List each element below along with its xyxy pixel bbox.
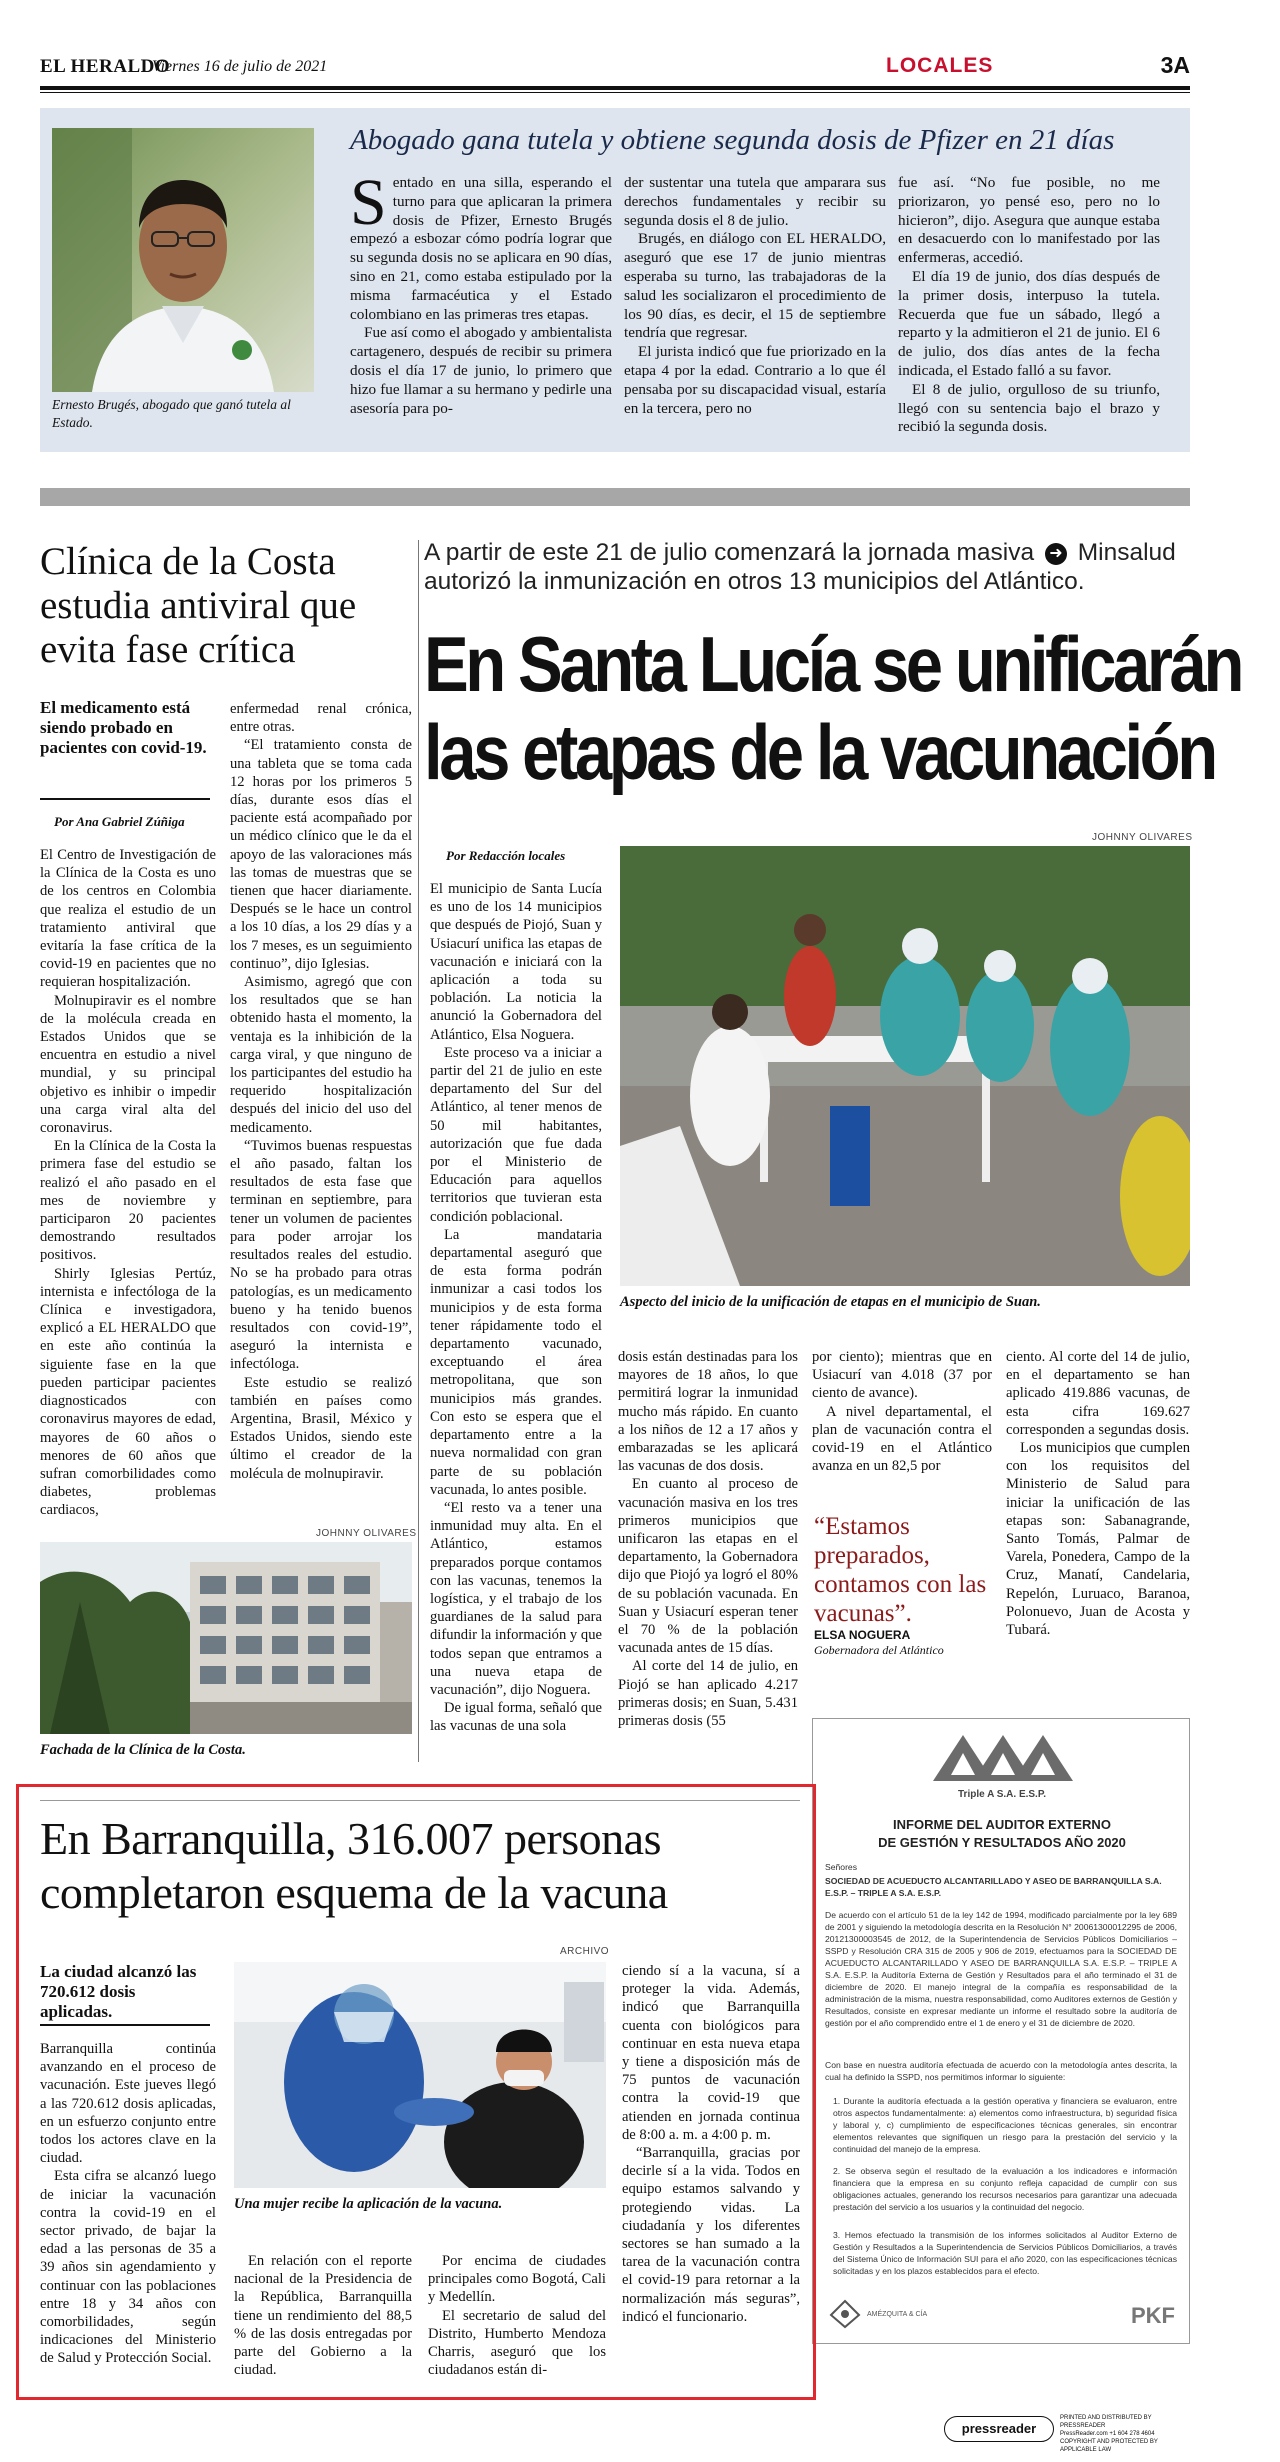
tutela-column-2 (624, 174, 886, 418)
lucia-headline (424, 620, 1241, 796)
drop-cap: S (350, 166, 387, 239)
ad-paragraph: Con base en nuestra auditoría efectuada de acuerdo con la metodología antes descrita, la cual ha definido la SSPD, nos permitimos informar lo siguiente: (825, 2060, 1177, 2082)
paragraph: “Barranquilla, gracias por decirle sí a la vida. Todos en equipo estamos salvando y protegiendo vidas. La ciudadanía y los diferentes sectores se han sumado a la tarea de la vacunación contra el covid-19 para retornar a la normalización más seguras”, indicó el funcionario. (622, 2145, 800, 2325)
pressreader-logo[interactable] (944, 2416, 1054, 2442)
barranquilla-column-2 (234, 2252, 412, 2379)
lucia-photo-caption: Aspecto del inicio de la unificación de etapas en el municipio de Suan. (620, 1294, 1041, 1310)
ad-item: 1. Durante la auditoría efectuada a la gestión operativa y financiera se evaluaron, entre otros aspectos fundamentalmente: a) elementos como infraestructura, b) seguridad física y laboral y, c) cumplimiento de especificaciones técnicas generales, sin encontrar elementos relevantes que signifiquen un riesgo para la prestación del servicio y la continuidad del manejo de la empresa. (833, 2096, 1177, 2154)
tutela-column-1 (350, 166, 612, 418)
fine-print-line: PRINTED AND DISTRIBUTED BY PRESSREADER (1060, 2415, 1152, 2429)
paragraph: dosis están destinadas para los mayores de 18 años, lo que permitirá lograr la inmunidad mucho más rápido. En cuanto a los niños de 12 a 17 años y embarazadas se les aplicará las vacunas de dos dosis. (618, 1349, 798, 1475)
paragraph: ciento. Al corte del 14 de julio, en el departamento se han aplicado 419.886 vacunas, de esta cifra 169.627 corresponden a segundas dosis. (1006, 1349, 1190, 1438)
section-divider (40, 488, 1190, 506)
paragraph: Asimismo, agregó que con los resultados que se han obtenido hasta el momento, la ventaja es la inhibición de la carga viral, y que ninguno de los participantes del estudio ha requerido hospitalización después del inicio del uso del medicamento. (230, 974, 412, 1136)
paragraph: Este proceso va a iniciar a partir del 21 de julio en este departamento del Sur del Atlántico, al tener menos de 50 mil habitantes, autorización que fue dada por el Ministerio de Educación para aquellos territorios que tuvieran esta condición poblacional. (430, 1044, 602, 1225)
amezquita-text: AMÉZQUITA & CÍA (867, 2311, 928, 2318)
paragraph: por ciento); mientras que en Usiacurí van 4.018 (37 por ciento de avance). (812, 1349, 992, 1402)
headline-line-1: En Santa Lucía se unificarán (424, 620, 1241, 708)
paragraph: Fue así como el abogado y ambientalista cartagenero, después de recibir su primera dosis el día 17 de junio, lo primero que hizo fue llamar a su hermano y pedirle una asesoría para po- (350, 324, 612, 417)
paragraph: enfermedad renal crónica, entre otras. (230, 701, 412, 736)
deck-rule (40, 2024, 210, 2026)
newspaper-name: EL HERALDO (40, 56, 171, 77)
triple-a-logo (923, 1731, 1083, 1785)
photo-credit: JOHNNY OLIVARES (316, 1528, 417, 1539)
clinica-column-2 (230, 700, 412, 1483)
barranquilla-photo (234, 1962, 606, 2188)
tutela-headline: Abogado gana tutela y obtiene segunda dosis de Pfizer en 21 días (350, 124, 1115, 156)
paragraph: En cuanto al proceso de vacunación masiva en los tres primeros municipios que unificaron las etapas en el departamento, la Gobernadora dijo que Piojó ya logró el 80% de su población vacunada. En Suan y Usiacurí esperan tener el 70 % de la población vacunada antes de 15 días. (618, 1476, 798, 1657)
ad-item: 3. Hemos efectuado la transmisión de los informes solicitados al Auditor Externo de Gestión y Resultados a la Superintendencia de Servicios Públicos Domiciliarios, a través del Sistema Único de Información SUI para el año 2020, con las especificaciones técnicas solicitadas y en los plazos establecidos para el efecto. (833, 2230, 1177, 2276)
fine-print-line: COPYRIGHT AND PROTECTED BY APPLICABLE LAW (1060, 2439, 1158, 2453)
kicker-text-b: Minsalud autorizó la inmunización en otros 13 municipios del Atlántico. (424, 539, 1176, 595)
ad-paragraph: De acuerdo con el artículo 51 de la ley 142 de 1994, modificado parcialmente por la ley 689 de 2001 y siguiendo la metodología descrita en la Resolución N° 20061300012295 de 2006, 20121300003545 de 2012, de la Superintendencia de Servicios Públicos Domiciliarios – SSPD y Resolución CRA 315 de 2005 y 906 de 2019, efectuamos para la SOCIEDAD DE ACUEDUCTO ALCANTARILLADO Y ASEO DE BARRANQUILLA S.A. E.S.P. – TRIPLE A S.A. E.S.P. la Auditoría Externa de Gestión y Resultados para el año terminado el 31 de diciembre de 2020. El manejo integral de la compañía es responsabilidad de la administración de la misma, nuestra responsabilidad, como Auditores externos de Gestión y Resultados, consiste en expresar mediante un informe el resultado sobre la auditoría de gestión por el año comprendido entre el 1 de enero y el 31 de diciembre de 2020. (825, 1910, 1177, 2028)
lucia-column-3 (812, 1348, 992, 1475)
header-rule-thin (40, 92, 1190, 93)
byline-prefix: Por (446, 848, 466, 863)
paragraph: De igual forma, señaló que las vacunas de una sola (430, 1700, 602, 1735)
barranquilla-photo-caption: Una mujer recibe la aplicación de la vacuna. (234, 2196, 503, 2212)
kicker-text-a: A partir de este 21 de julio comenzará la jornada masiva (424, 539, 1035, 566)
paragraph: Barranquilla continúa avanzando en el proceso de vacunación. Este jueves llegó a las 720.612 dosis aplicadas, en un esfuerzo conjunto entre todos los actores clave en la ciudad. (40, 2041, 216, 2167)
paragraph: El municipio de Santa Lucía es uno de los 14 municipios que después de Piojó, Suan y Usiacurí unifica las etapas de vacunación e iniciará con la aplicación a toda su población. La noticia la anunció la Gobernadora del Atlántico, Elsa Noguera. (430, 881, 602, 1043)
pkf-logo: PKF (1131, 2303, 1175, 2328)
byline-author: Ana Gabriel Zúñiga (76, 814, 185, 829)
clinica-deck: El medicamento está siendo probado en pacientes con covid-19. (40, 698, 207, 757)
section-name: LOCALES (886, 54, 994, 77)
pressreader-label: pressreader (961, 2421, 1037, 2436)
amezquita-logo (825, 2299, 865, 2329)
barranquilla-deck: La ciudad alcanzó las 720.612 dosis aplicadas. (40, 1962, 197, 2021)
paragraph: “Tuvimos buenas respuestas el año pasado, faltan los resultados de esta fase que terminan en septiembre, para tener un volumen de pacientes para poder arrojar los resultados reales del estudio. No se ha probado para otras patologías, es un medicamento bueno y ha tenido buenos resultados con covid-19”, aseguró la internista e infectóloga. (230, 1137, 412, 1373)
paragraph: “El tratamiento consta de una tableta que se toma cada 12 horas por los primeros 5 días, durante esos días el paciente está acompañado por un médico clínico que le da el apoyo de las valoraciones más las tomas de muestras que se tienen que hacer diariamente. Después se le hace un control a los 10 días, a los 29 días y a los 7 meses, es un seguimiento continuo”, dijo Iglesias. (230, 737, 412, 972)
paragraph: Shirly Iglesias Pertúz, internista e infectóloga de la Clínica e investigadora, explicó a EL HERALDO que en este año continúa la siguiente fase en la que pueden participar pacientes diagnosticados con coronavirus mayores de edad, mayores de 60 años o menores de 60 años que sufran comorbilidades como diabetes, problemas cardiacos, (40, 1265, 216, 1519)
paragraph: Este estudio se realizó también en países como Argentina, Brasil, México y Estados Unidos, siendo este último el creador de la molécula de molnupiravir. (230, 1374, 412, 1482)
barranquilla-column-3 (428, 2252, 606, 2379)
paragraph: ciendo sí a la vacuna, sí a proteger la vida. Además, indicó que Barranquilla cuenta con biológicos para continuar en esta nueva etapa y tiene a disposición más de 75 puntos de vacunación contra la covid-19 que atienden en jornada continua de 8:00 a. m. a 4:00 p. m. (622, 1963, 800, 2143)
paragraph: El 8 de julio, orgulloso de su triunfo, llegó con su sentencia bajo el brazo y recibió la segunda dosis. (898, 380, 1160, 436)
page-number: 3A (1160, 52, 1190, 78)
paragraph: der sustentar una tutela que amparara sus derechos fundamentales y recibir su segunda dosis el 8 de julio. (624, 174, 886, 229)
issue-date: Viernes 16 de julio de 2021 (152, 58, 328, 75)
header-rule (40, 86, 1190, 90)
lucia-kicker (424, 538, 1194, 596)
paragraph: Brugés, en diálogo con EL HERALDO, aseguró que ese 17 de junio mientras esperaba su turno, las trabajadoras de la salud les socializaron el procedimiento de los 90 días, es decir, el 15 de septiembre tendría que regresar. (624, 230, 886, 342)
clinica-byline (54, 814, 185, 830)
ad-item: 2. Se observa según el resultado de la evaluación a los indicadores e información financiera que la empresa en su conjunto refleja capacidad de cumplir con sus obligaciones actuales, generando los recursos necesarios para garantizar una adecuada prestación del servicio a los usuarios y la continuidad del negocio. (833, 2166, 1177, 2212)
clinica-photo-caption: Fachada de la Clínica de la Costa. (40, 1742, 246, 1758)
barranquilla-headline: En Barranquilla, 316.007 personas completaron esquema de la vacuna (40, 1813, 668, 1918)
lucia-column-1 (430, 880, 602, 1736)
paragraph: A nivel departamental, el plan de vacunación contra el covid-19 en el Atlántico avanza en un 82,5 por (812, 1403, 992, 1475)
quote-author-role: Gobernadora del Atlántico (814, 1643, 944, 1657)
lucia-photo (620, 846, 1190, 1286)
ad-salutation: Señores (825, 1862, 858, 1872)
paragraph: Por encima de ciudades principales como Bogotá, Cali y Medellín. (428, 2253, 606, 2306)
story-top-rule (40, 1800, 800, 1801)
paragraph: En relación con el reporte nacional de la Presidencia de la República, Barranquilla tiene un rendimiento del 88,5 % de las dosis entregadas por parte del Gobierno a la ciudad. (234, 2253, 412, 2379)
paragraph: El día 19 de junio, dos días después de la primer dosis, interpuso la tutela. Recuerda que fue un sábado, llegó a reparto y la admitieron el 21 de junio. El 6 de julio, dos días antes de la fecha indicada, el Estado falló a su favor. (898, 267, 1160, 379)
paragraph: La mandataria departamental aseguró que de esta forma podrán inmunizar a casi todos los municipios y de esta forma tener rápidamente todo el departamento vacunado, exceptuando el área metropolitana, que son municipios más grandes. Con esto se espera que el departamento entre a la nueva normalidad con gran parte de su población vacunada, lo antes posible. (430, 1226, 602, 1498)
paragraph: En la Clínica de la Costa la primera fase del estudio se realizó el año pasado en el mes de noviembre y participaron 20 pacientes demostrando resultados positivos. (40, 1138, 216, 1264)
ad-title-2: DE GESTIÓN Y RESULTADOS AÑO 2020 (878, 1835, 1126, 1850)
tutela-photo-caption: Ernesto Brugés, abogado que ganó tutela al Estado. (52, 397, 291, 430)
paragraph: Al corte del 14 de julio, en Piojó se han aplicado 4.217 primeras dosis; en Suan, 5.431 primeras dosis (55 (618, 1658, 798, 1730)
ad-title-1: INFORME DEL AUDITOR EXTERNO (893, 1817, 1111, 1832)
auditor-report-ad (812, 1718, 1190, 2344)
byline-author: Redacción locales (468, 848, 566, 863)
footer-fine-print (1060, 2414, 1190, 2454)
paragraph: entado en una silla, esperando el turno para que aplicaran la primera dosis de Pfizer, Ernesto Brugés empezó a esbozar cómo podría lograr que su segunda dosis no se aplicara en 90 días, sino en 21, como estaba estipulado por la misma farmacéutica y el Estado colombiano en las primeras tres etapas. (350, 174, 612, 323)
headline-line-2: las etapas de la vacunación (424, 708, 1215, 796)
tutela-column-3 (898, 174, 1160, 437)
barranquilla-column-1 (40, 2040, 216, 2368)
column-divider (418, 540, 419, 1762)
byline-prefix: Por (54, 814, 74, 829)
clinica-column-1 (40, 846, 216, 1520)
deck-rule (40, 798, 210, 800)
pull-quote: “Estamos preparados, contamos con las vacunas”. (814, 1513, 987, 1627)
lucia-column-4 (1006, 1348, 1190, 1639)
photo-credit: JOHNNY OLIVARES (1092, 832, 1193, 843)
barranquilla-column-4 (622, 1962, 800, 2326)
paragraph: “El resto va a tener una inmunidad muy alta. En el Atlántico, estamos preparados porque contamos con las vacunas, tenemos la logística, y el trabajo de los guardianes de la salud para difundir la información y que todos sepan que entramos a una nueva etapa de vacunación”, dijo Noguera. (430, 1499, 602, 1698)
clinica-photo (40, 1542, 412, 1734)
paragraph: fue así. “No fue posible, no me priorizaron, yo pensé eso, pero no lo hicieron”, dijo. Asegura que aunque estaba en desacuerdo con lo manifestado por las enfermeras, accedió. (898, 174, 1160, 267)
photo-credit: ARCHIVO (560, 1946, 610, 1957)
quote-author: ELSA NOGUERA (814, 1628, 911, 1642)
lucia-byline (446, 848, 565, 864)
paragraph: El jurista indicó que fue priorizado en la etapa 4 por la edad. Contrario a lo que él pensaba por su discapacidad visual, estaría en la tercera, pero no (624, 343, 886, 417)
clinica-headline: Clínica de la Costa estudia antiviral que evita fase crítica (40, 540, 357, 671)
ad-logo-text: Triple A S.A. E.S.P. (958, 1789, 1046, 1800)
tutela-photo (52, 128, 314, 392)
lucia-column-2 (618, 1348, 798, 1730)
paragraph: Esta cifra se alcanzó luego de iniciar la vacunación contra la covid-19 en el sector privado, de bajar la edad a las personas de 35 a 39 años sin agendamiento y continuar con las poblaciones entre 18 y 34 años con comorbilidades, según indicaciones del Ministerio de Salud y Protección Social. (40, 2168, 216, 2367)
paragraph: El secretario de salud del Distrito, Humberto Mendoza Charris, aseguró que los ciudadanos están di- (428, 2307, 606, 2379)
paragraph: Los municipios que cumplen con los requisitos del Ministerio de Salud para iniciar la unificación de las etapas son: Sabanagrande, Santo Tomás, Palmar de Varela, Ponedera, Campo de la Cruz, Manatí, Candelaria, Repelón, Luruaco, Baranoa, Polonuevo, Juan de Acosta y Tubará. (1006, 1440, 1190, 1639)
paragraph: El Centro de Investigación de la Clínica de la Costa es uno de los centros en Colombia que realiza el estudio de un tratamiento antiviral que evitaría la fase crítica de la covid-19 en pacientes que no requieran hospitalización. (40, 847, 216, 991)
ad-addressee: SOCIEDAD DE ACUEDUCTO ALCANTARILLADO Y ASEO DE BARRANQUILLA S.A. E.S.P. – TRIPLE A S.A. E.S.P. (825, 1876, 1162, 1898)
fine-print-line: PressReader.com +1 604 278 4604 (1060, 2431, 1155, 2437)
arrow-right-icon: ➜ (1045, 543, 1067, 565)
paragraph: Molnupiravir es el nombre de la molécula creada en Estados Unidos que se encuentra en estudio a nivel mundial, y su principal objetivo es inhibir o impedir una carga viral alta del coronavirus. (40, 992, 216, 1137)
